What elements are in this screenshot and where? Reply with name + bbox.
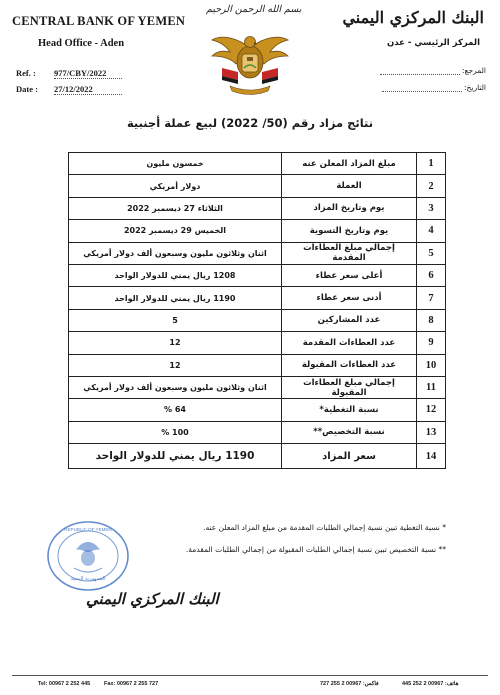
head-office-arabic: المركز الرئيسي - عدن	[386, 38, 480, 48]
row-item-value: 1190 ريال يمني للدولار الواحد	[69, 287, 282, 309]
reference-line	[16, 68, 136, 80]
row-number: 12	[417, 399, 446, 421]
row-item-label: عدد العطاءات المقبولة	[282, 354, 417, 376]
table-row	[69, 175, 446, 197]
arabic-reference-label: المرجع:	[462, 66, 486, 75]
row-number: 7	[417, 287, 446, 309]
row-item-value: 1190 ريال يمني للدولار الواحد	[69, 444, 282, 469]
footer-tel-arabic: هاتف: 00967 2 252 445	[402, 681, 459, 687]
table-row	[69, 354, 446, 376]
arabic-reference-blank	[380, 66, 460, 75]
row-item-label: نسبة التخصيص**	[282, 421, 417, 443]
row-item-label: أعلى سعر عطاء	[282, 264, 417, 286]
row-number: 8	[417, 309, 446, 331]
yemen-eagle-emblem-icon	[208, 28, 292, 98]
row-item-value: دولار أمريكي	[69, 175, 282, 197]
row-item-label: سعر المزاد	[282, 444, 417, 469]
table-row	[69, 444, 446, 469]
arabic-date-label: التاريخ:	[464, 83, 486, 92]
footer-divider	[12, 675, 488, 676]
footnote-allocation: ** نسبة التخصيص تبين نسبة إجمالي الطلبات المقبولة من إجمالي الطلبات المقدمة.	[185, 545, 446, 554]
row-number: 1	[417, 153, 446, 175]
footnote-coverage: * نسبة التغطية تبين نسبة إجمالي الطلبات المقدمة من مبلغ المزاد المعلن عنه.	[203, 523, 446, 532]
stamp-text-arabic: الجمهورية اليمنية	[70, 576, 106, 582]
row-item-label: يوم وتاريخ التسوية	[282, 220, 417, 242]
row-number: 10	[417, 354, 446, 376]
bank-name-english: CENTRAL BANK OF YEMEN	[12, 14, 186, 28]
reference-number: 977/CBY/2022	[54, 68, 122, 79]
row-item-label: إجمالي مبلغ العطاءات المقدمة	[282, 242, 417, 264]
stamp-text-english: REPUBLIC OF YEMEN	[64, 527, 112, 532]
signature-bank-name: البنك المركزي اليمني	[86, 590, 219, 608]
row-number: 9	[417, 332, 446, 354]
row-number: 11	[417, 376, 446, 398]
row-item-value: خمسون مليون	[69, 153, 282, 175]
arabic-date-line	[382, 83, 486, 92]
basmala-calligraphy: بسم الله الرحمن الرحيم	[206, 4, 302, 15]
row-item-value: 12	[69, 354, 282, 376]
row-number: 3	[417, 197, 446, 219]
table-row	[69, 332, 446, 354]
table-row	[69, 376, 446, 398]
table-row	[69, 197, 446, 219]
row-number: 2	[417, 175, 446, 197]
footer-fax-english: Fax: 00967 2 255 727	[104, 681, 159, 687]
row-item-label: العملة	[282, 175, 417, 197]
footer-tel-english: Tel: 00967 2 252 445	[38, 681, 91, 687]
row-item-label: مبلغ المزاد المعلن عنه	[282, 153, 417, 175]
row-item-value: 64 %	[69, 399, 282, 421]
date-label: Date :	[16, 84, 38, 94]
row-item-label: نسبة التغطية*	[282, 399, 417, 421]
row-item-label: أدنى سعر عطاء	[282, 287, 417, 309]
row-item-value: اثنان وثلاثون مليون وسبعون ألف دولار أمريكي	[69, 242, 282, 264]
head-office-english: Head Office - Aden	[38, 38, 125, 49]
table-row	[69, 421, 446, 443]
arabic-reference-line	[380, 66, 486, 75]
footer-fax-arabic: فاكس: 00967 2 255 727	[320, 681, 379, 687]
row-number: 4	[417, 220, 446, 242]
row-number: 13	[417, 421, 446, 443]
row-number: 14	[417, 444, 446, 469]
row-item-value: 1208 ريال يمني للدولار الواحد	[69, 264, 282, 286]
table-row	[69, 309, 446, 331]
table-row	[69, 399, 446, 421]
row-item-label: يوم وتاريخ المزاد	[282, 197, 417, 219]
reference-label: Ref. :	[16, 68, 36, 78]
auction-results-table	[68, 152, 446, 469]
row-item-value: اثنان وثلاثون مليون وسبعون ألف دولار أمريكي	[69, 376, 282, 398]
row-item-value: 100 %	[69, 421, 282, 443]
bank-name-arabic: البنك المركزي اليمني	[342, 8, 484, 27]
document-title: نتائج مزاد رقم (50/ 2022) لبيع عملة أجنبية	[126, 116, 374, 130]
row-item-label: إجمالي مبلغ العطاءات المقبولة	[282, 376, 417, 398]
row-item-value: 12	[69, 332, 282, 354]
row-item-value: 5	[69, 309, 282, 331]
table-row	[69, 287, 446, 309]
arabic-date-blank	[382, 83, 462, 92]
table-row	[69, 242, 446, 264]
row-number: 6	[417, 264, 446, 286]
row-item-label: عدد المشاركين	[282, 309, 417, 331]
row-item-value: الثلاثاء 27 ديسمبر 2022	[69, 197, 282, 219]
row-item-value: الخميس 29 ديسمبر 2022	[69, 220, 282, 242]
table-row	[69, 264, 446, 286]
table-row	[69, 220, 446, 242]
row-item-label: عدد العطاءات المقدمة	[282, 332, 417, 354]
row-number: 5	[417, 242, 446, 264]
date-line	[16, 84, 136, 96]
table-row	[69, 153, 446, 175]
date-value: 27/12/2022	[54, 84, 122, 95]
